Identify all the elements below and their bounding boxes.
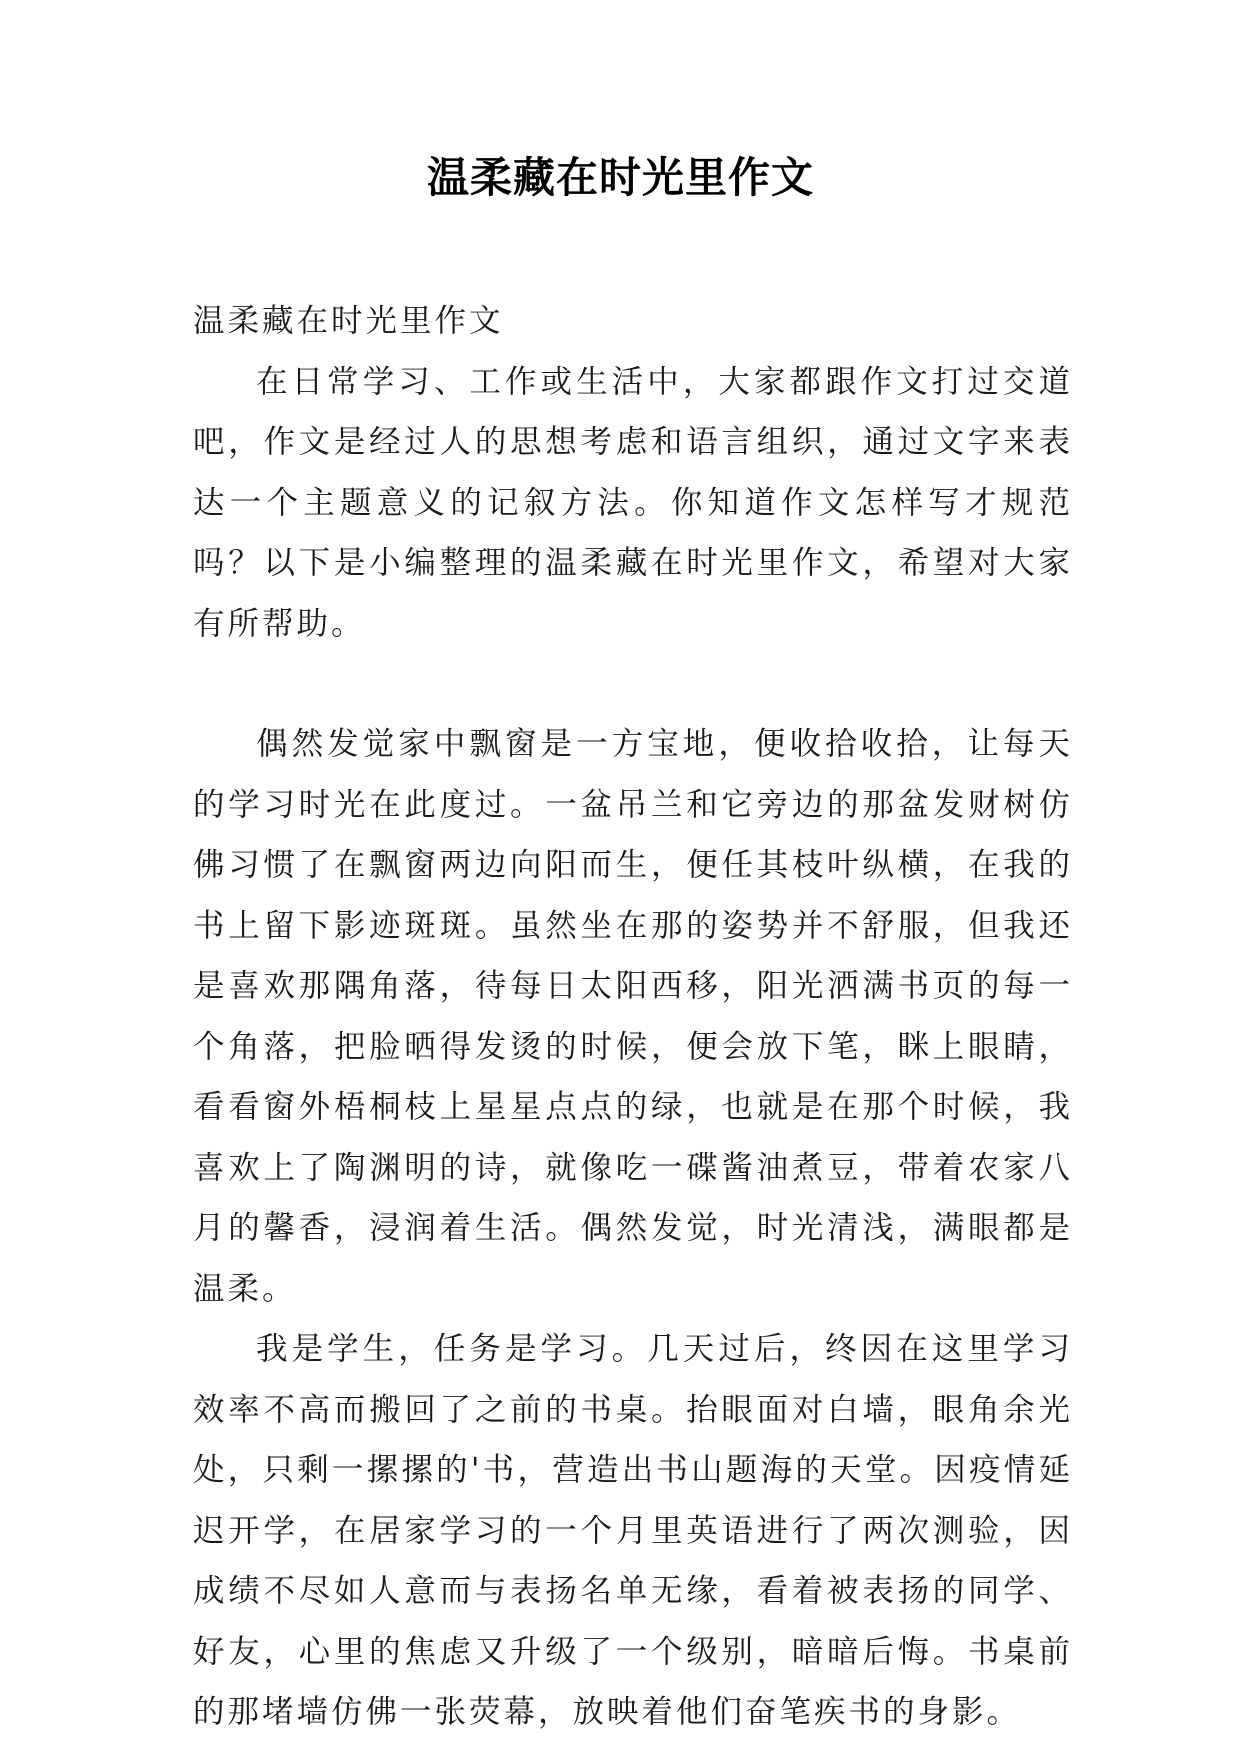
document-body xyxy=(193,291,1073,1743)
body-paragraph-1: 偶然发觉家中飘窗是一方宝地，便收拾收拾，让每天的学习时光在此度过。一盆吊兰和它旁边的那盆发财树仿佛习惯了在飘窗两边向阳而生，便任其枝叶纵横，在我的书上留下影迹斑斑。虽然坐在那的姿势并不舒服，但我还是喜欢那隅角落，待每日太阳西移，阳光洒满书页的每一个角落，把脸晒得发烫的时候，便会放下笔，眯上眼睛，看看窗外梧桐枝上星星点点的绿，也就是在那个时候，我喜欢上了陶渊明的诗，就像吃一碟酱油煮豆，带着农家八月的馨香，浸润着生活。偶然发觉，时光清浅，满眼都是温柔。 xyxy=(193,726,1073,1307)
paragraph-spacer xyxy=(193,654,1073,714)
document-subtitle: 温柔藏在时光里作文 xyxy=(193,303,504,339)
intro-paragraph: 在日常学习、工作或生活中，大家都跟作文打过交道吧，作文是经过人的思想考虑和语言组织，通过文字来表达一个主题意义的记叙方法。你知道作文怎样写才规范吗？以下是小编整理的温柔藏在时光里作文，希望对大家有所帮助。 xyxy=(193,363,1073,642)
document-title: 温柔藏在时光里作文 xyxy=(426,153,814,202)
body-paragraph-2: 我是学生，任务是学习。几天过后，终因在这里学习效率不高而搬回了之前的书桌。抬眼面对白墙，眼角余光处，只剩一摞摞的'书，营造出书山题海的天堂。因疫情延迟开学，在居家学习的一个月里英语进行了两次测验，因成绩不尽如人意而与表扬名单无缘，看着被表扬的同学、好友，心里的焦虑又升级了一个级别，暗暗后悔。书桌前的那堵墙仿佛一张荧幕，放映着他们奋笔疾书的身影。 xyxy=(193,1331,1073,1730)
